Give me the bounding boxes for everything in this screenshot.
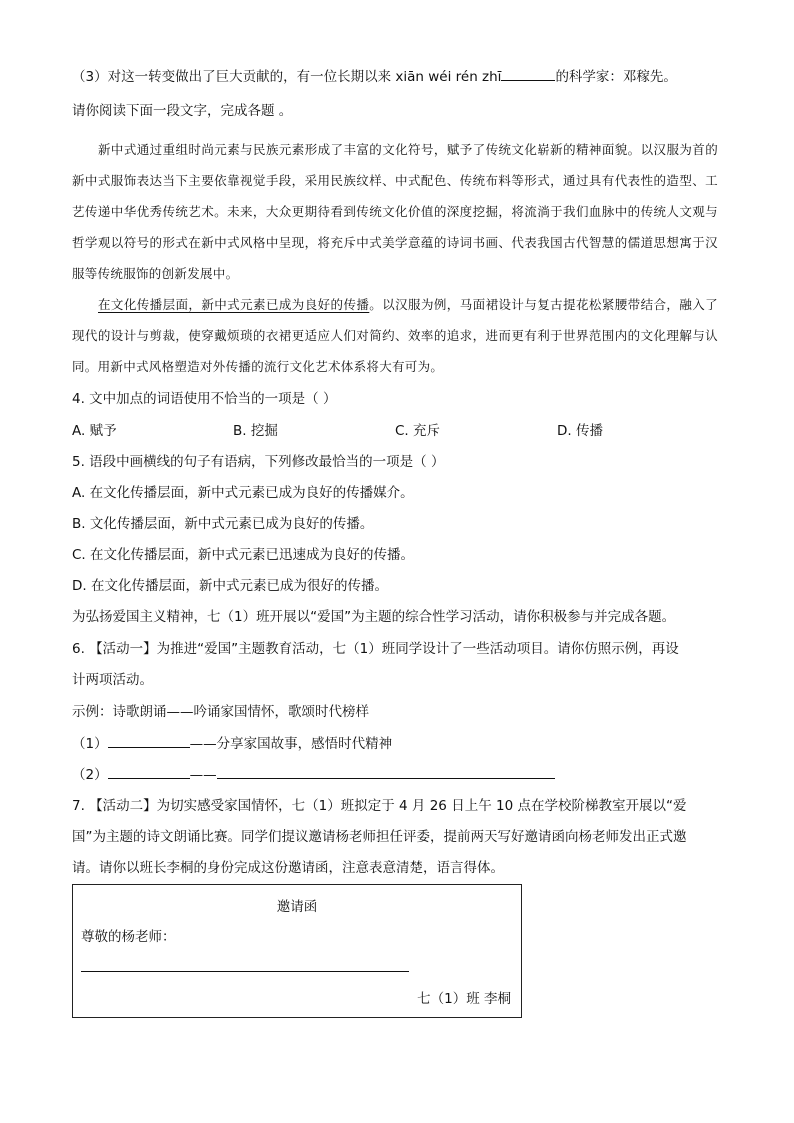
q6-item-2-blank-2[interactable]	[217, 764, 555, 779]
invitation-box	[72, 884, 522, 1018]
q6-item-1-label: （1）	[72, 736, 108, 752]
question-4-stem: 4. 文中加点的词语使用不恰当的一项是（ ）	[72, 391, 337, 407]
q6-item-2-dash: ——	[189, 767, 217, 783]
q6-item-2-blank-1[interactable]	[108, 764, 190, 779]
q6-item-1-suffix: ——分享家国故事，感悟时代精神	[189, 736, 393, 752]
q4-option-a[interactable]: A. 赋予	[72, 423, 117, 439]
q5-option-a[interactable]: A. 在文化传播层面，新中式元素已成为良好的传播媒介。	[72, 485, 414, 501]
q3-prefix: （3）对这一转变做出了巨大贡献的，有一位长期以来 xiān wéi rén zhī	[72, 69, 502, 85]
question-6-example: 示例：诗歌朗诵——吟诵家国情怀，歌颂时代榜样	[72, 704, 369, 720]
q4-option-b[interactable]: B. 挖掘	[233, 423, 278, 439]
q5-option-b[interactable]: B. 文化传播层面，新中式元素已成为良好的传播。	[72, 516, 374, 532]
q3-answer-blank[interactable]	[501, 66, 555, 81]
q3-suffix: 的科学家：邓稼先。	[555, 69, 677, 85]
q6-item-2-label: （2）	[72, 767, 108, 783]
q4-option-d[interactable]: D. 传播	[557, 423, 603, 439]
passage-paragraph-1: 新中式通过重组时尚元素与民族元素形成了丰富的文化符号，赋予了传统文化崭新的精神面貌。以汉服为首的新中式服饰表达当下主要依靠视觉手段，采用民族纹样、中式配色、传统布料等形式，通过具有代表性的造型、工艺传递中华优秀传统艺术。未来，大众更期待看到传统文化价值的深度挖掘，将流淌于我们血脉中的传统人文观与哲学观以符号的形式在新中式风格中呈现，将充斥中式美学意蕴的诗词书画、代表我国古代智慧的儒道思想寓于汉服等传统服饰的创新发展中。	[72, 142, 718, 281]
question-6-line-1: 6. 【活动一】为推进“爱国”主题教育活动，七（1）班同学设计了一些活动项目。请你仿照示例，再设	[72, 641, 679, 657]
question-7-line-3: 请。请你以班长李桐的身份完成这份邀请函，注意表意清楚，语言得体。	[72, 860, 504, 876]
passage-paragraph-2-rest: 。以汉服为例，马面裙设计与复古提花松紧腰带结合，融入了现代的设计与剪裁，使穿戴烦琐的衣裙更适应人们对简约、效率的追求，进而更有利于世界范围内的文化理解与认同。用新中式风格塑造对外传播的流行文化艺术体系将大有可为。	[72, 297, 718, 374]
question-6-item-2	[72, 764, 555, 785]
question-6-line-2: 计两项活动。	[72, 672, 153, 688]
activity-intro: 为弘扬爱国主义精神，七（1）班开展以“爱国”为主题的综合性学习活动，请你积极参与并完成各题。	[72, 609, 676, 625]
invitation-title: 邀请函	[276, 899, 318, 915]
invitation-writing-line[interactable]	[81, 971, 409, 972]
q4-option-c[interactable]: C. 充斥	[395, 423, 441, 439]
question-6-item-1	[72, 733, 392, 754]
reading-passage	[72, 134, 718, 382]
q5-option-d[interactable]: D. 在文化传播层面，新中式元素已成为很好的传播。	[72, 578, 388, 594]
passage-paragraph-2	[72, 289, 718, 382]
underlined-sentence: 在文化传播层面，新中式元素已成为良好的传播	[98, 297, 370, 312]
reading-instruction: 请你阅读下面一段文字，完成各题 。	[72, 103, 293, 119]
question-5-stem: 5. 语段中画横线的句子有语病，下列修改最恰当的一项是（ ）	[72, 454, 445, 470]
invitation-greeting: 尊敬的杨老师：	[81, 929, 176, 945]
invitation-signature: 七（1）班 李桐	[417, 991, 511, 1007]
q6-item-1-blank[interactable]	[108, 733, 190, 748]
question-7-line-1: 7. 【活动二】为切实感受家国情怀，七（1）班拟定于 4 月 26 日上午 10 点在学校阶梯教室开展以“爱	[72, 798, 687, 814]
q5-option-c[interactable]: C. 在文化传播层面，新中式元素已迅速成为良好的传播。	[72, 547, 415, 563]
question-3	[72, 66, 677, 87]
question-7-line-2: 国”为主题的诗文朗诵比赛。同学们提议邀请杨老师担任评委，提前两天写好邀请函向杨老师发出正式邀	[72, 829, 687, 845]
question-4-options	[72, 421, 718, 441]
